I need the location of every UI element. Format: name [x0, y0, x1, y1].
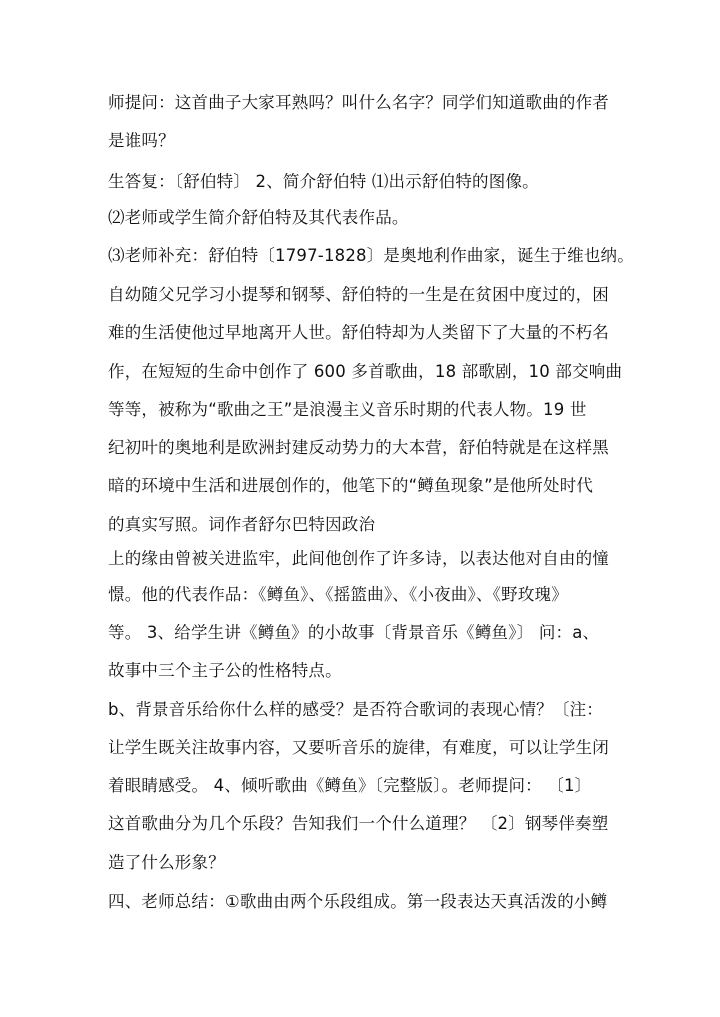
- text-line: 等。 3、给学生讲《鳟鱼》的小故事〔背景音乐《鳟鱼》〕 问：a、: [108, 623, 600, 642]
- text-line: 憬。他的代表作品：《鳟鱼》、《摇篮曲》、《小夜曲》、《野玫瑰》: [108, 585, 568, 604]
- text-line: 着眼睛感受。 4、倾听歌曲《鳟鱼》〔完整版〕。老师提问： 〔1〕: [108, 776, 592, 795]
- text-line: 故事中三个主子公的性格特点。: [108, 661, 342, 680]
- text-line: b、背景音乐给你什么样的感受？是否符合歌词的表现心情？〔注：: [108, 700, 603, 719]
- text-line: 生答复：〔舒伯特〕 2、简介舒伯特 ⑴出示舒伯特的图像。: [108, 172, 539, 191]
- text-line: 等等，被称为“歌曲之王”是浪漫主义音乐时期的代表人物。19 世: [108, 400, 587, 419]
- text-line: 师提问：这首曲子大家耳熟吗？叫什么名字？同学们知道歌曲的作者: [108, 93, 609, 112]
- text-line: 上的缘由曾被关进监牢，此间他创作了许多诗，以表达他对自由的憧: [108, 549, 609, 568]
- text-line: 四、老师总结：①歌曲由两个乐段组成。第一段表达天真活泼的小鳟: [108, 892, 608, 911]
- text-line: 难的生活使他过早地离开人世。舒伯特却为人类留下了大量的不朽名: [108, 323, 609, 342]
- text-line: 自幼随父兄学习小提琴和钢琴、舒伯特的一生是在贫困中度过的，困: [108, 285, 609, 304]
- text-line: ⑶老师补充：舒伯特〔1797-1828〕是奥地利作曲家，诞生于维也纳。: [108, 246, 634, 265]
- text-line: 作，在短短的生命中创作了 600 多首歌曲，18 部歌剧，10 部交响曲: [108, 362, 623, 381]
- text-line: 暗的环境中生活和进展创作的，他笔下的“鳟鱼现象”是他所处时代: [108, 476, 594, 495]
- text-line: 纪初叶的奥地利是欧洲封建反动势力的大本营，舒伯特就是在这样黑: [108, 438, 609, 457]
- text-line: 让学生既关注故事内容，又要听音乐的旋律，有难度，可以让学生闭: [108, 738, 609, 757]
- text-line: 这首歌曲分为几个乐段？告知我们一个什么道理？ 〔2〕钢琴伴奏塑: [108, 814, 609, 833]
- text-line: 的真实写照。词作者舒尔巴特因政治: [108, 515, 376, 534]
- text-line: ⑵老师或学生简介舒伯特及其代表作品。: [108, 208, 409, 227]
- text-line: 是谁吗？: [108, 131, 175, 150]
- text-line: 造了什么形象？: [108, 853, 225, 872]
